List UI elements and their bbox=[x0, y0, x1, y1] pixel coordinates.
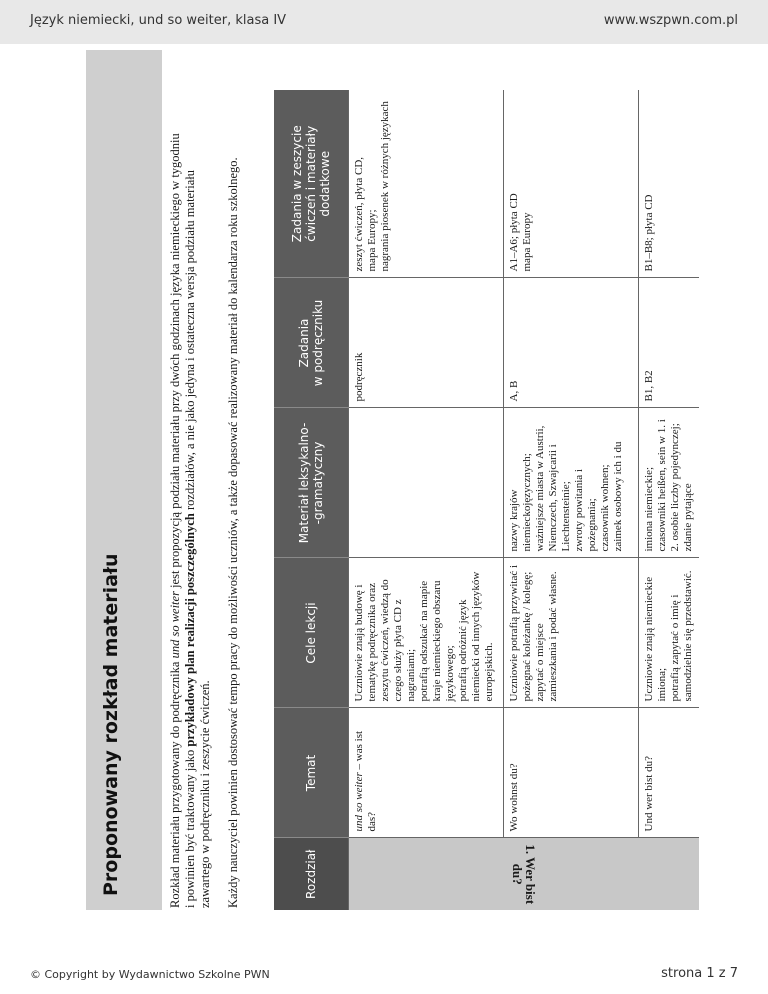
title-band bbox=[86, 50, 162, 910]
header-cele: Cele lekcji bbox=[274, 558, 349, 708]
cell-cele bbox=[504, 558, 639, 708]
header-material: Materiał leksykalno- -gramatyczny bbox=[274, 408, 349, 558]
header-rozdzial: Rozdział bbox=[274, 838, 349, 910]
cell-zadania: A, B bbox=[504, 278, 639, 408]
cell-zadania: podręcznik bbox=[349, 278, 504, 408]
cell-cele bbox=[639, 558, 700, 708]
material-line: zdanie pytające bbox=[682, 483, 694, 552]
intro-bold: przykładowy plan realizacji poszczególnych bbox=[183, 513, 197, 747]
chapter-title: 1. Wer bist du? bbox=[510, 844, 538, 905]
chapter-cell bbox=[349, 838, 700, 910]
page-footer bbox=[0, 958, 768, 994]
header-zeszyt: Zadania w zeszycie ćwiczeń i materiały dodatkowe bbox=[274, 90, 349, 278]
header-zadania: Zadania w podręczniku bbox=[274, 278, 349, 408]
header-url[interactable]: www.wszpwn.com.pl bbox=[603, 13, 738, 28]
header-temat: Temat bbox=[274, 708, 349, 838]
intro-part1: Rozkład materiału przygotowany do podręcznika bbox=[168, 658, 182, 908]
cele-line: Uczniowie potrafią przywitać i pożegnać koleżankę / kolegę; bbox=[508, 564, 533, 702]
material-line: czasowniki heißen, sein w 1. i 2. osobie liczby pojedynczej; bbox=[656, 419, 681, 552]
intro-paragraph bbox=[168, 128, 213, 908]
cell-zeszyt bbox=[504, 90, 639, 278]
material-line: imiona niemieckie; bbox=[643, 466, 655, 552]
material-line: nazwy krajów niemieckojęzycznych; bbox=[508, 453, 533, 552]
cell-temat bbox=[349, 708, 504, 838]
zeszyt-line: nagrania piosenek w różnych językach bbox=[379, 101, 391, 272]
zeszyt-line: zeszyt ćwiczeń, płyta CD, bbox=[353, 156, 365, 272]
material-line: zaimek osobowy ich i du bbox=[612, 441, 624, 552]
footer-page-number: strona 1 z 7 bbox=[661, 966, 738, 981]
cele-line: potrafią odróżnić język niemiecki od innych języków europejskich. bbox=[457, 571, 495, 702]
intro-book-title: und so weiter bbox=[168, 591, 182, 659]
zeszyt-line: mapa Europy; bbox=[366, 209, 378, 272]
zeszyt-line: A1–A6; płyta CD bbox=[508, 193, 520, 272]
material-line: ważniejsze miasta w Austrii, Niemczech, Szwajcarii i Liechtensteinie; bbox=[534, 425, 572, 552]
table-row bbox=[349, 90, 504, 910]
cele-line: potrafią odszukać na mapie kraje niemieckiego obszaru językowego; bbox=[418, 580, 456, 702]
material-line: czasownik wohnen; bbox=[599, 464, 611, 552]
cell-zadania: B1, B2 bbox=[639, 278, 700, 408]
table-row bbox=[639, 90, 700, 910]
material-line: zwroty powitania i pożegnania; bbox=[573, 469, 598, 552]
page-title: Proponowany rozkład materiału bbox=[100, 553, 122, 896]
cell-cele bbox=[349, 558, 504, 708]
cele-line: Uczniowie znają niemieckie imiona; bbox=[643, 576, 668, 702]
cell-zeszyt bbox=[349, 90, 504, 278]
cele-line: potrafią zapytać o imię i samodzielnie się przedstawić. bbox=[669, 570, 694, 702]
zeszyt-line: B1–B8; płyta CD bbox=[643, 194, 655, 272]
cell-material bbox=[349, 408, 504, 558]
cell-material bbox=[639, 408, 700, 558]
temat-italic: und so weiter bbox=[353, 772, 365, 832]
header-title: Język niemiecki, und so weiter, klasa IV bbox=[30, 13, 287, 28]
zeszyt-line: mapa Europy bbox=[521, 212, 533, 272]
schedule-table bbox=[274, 90, 699, 910]
intro-part3: rozdziałów, a nie jako jedyna i ostateczna wersja podziału materiału zawartego w podręczniku i zeszycie ćwiczeń. bbox=[183, 170, 212, 908]
page-header bbox=[0, 0, 768, 44]
cell-zeszyt bbox=[639, 90, 700, 278]
table-header-row bbox=[274, 90, 349, 910]
rotated-content bbox=[86, 50, 706, 910]
cell-temat: Wo wohnst du? bbox=[504, 708, 639, 838]
cele-line: Uczniowie znają budowę i tematykę podręcznika oraz zeszytu ćwiczeń, wiedzą do czego służy płyta CD z nagraniami; bbox=[353, 579, 417, 702]
cell-temat: Und wer bist du? bbox=[639, 708, 700, 838]
intro-paragraph-2: Każdy nauczyciel powinien dostosować tempo pracy do możliwości uczniów, a także dopasować realizowany materiał do kalendarza roku szkolnego. bbox=[226, 157, 240, 908]
footer-copyright: © Copyright by Wydawnictwo Szkolne PWN bbox=[30, 968, 270, 981]
cell-material bbox=[504, 408, 639, 558]
table-row bbox=[504, 90, 639, 910]
temat-rest: – was ist das? bbox=[353, 730, 378, 832]
cele-line: zapytać o miejsce zamieszkania i podać własne. bbox=[534, 571, 559, 702]
intro-part2: jest propozycją podziału materiału przy dwóch godzinach języka niemieckiego w tygodniu i powinien być traktowany jako bbox=[168, 133, 197, 908]
